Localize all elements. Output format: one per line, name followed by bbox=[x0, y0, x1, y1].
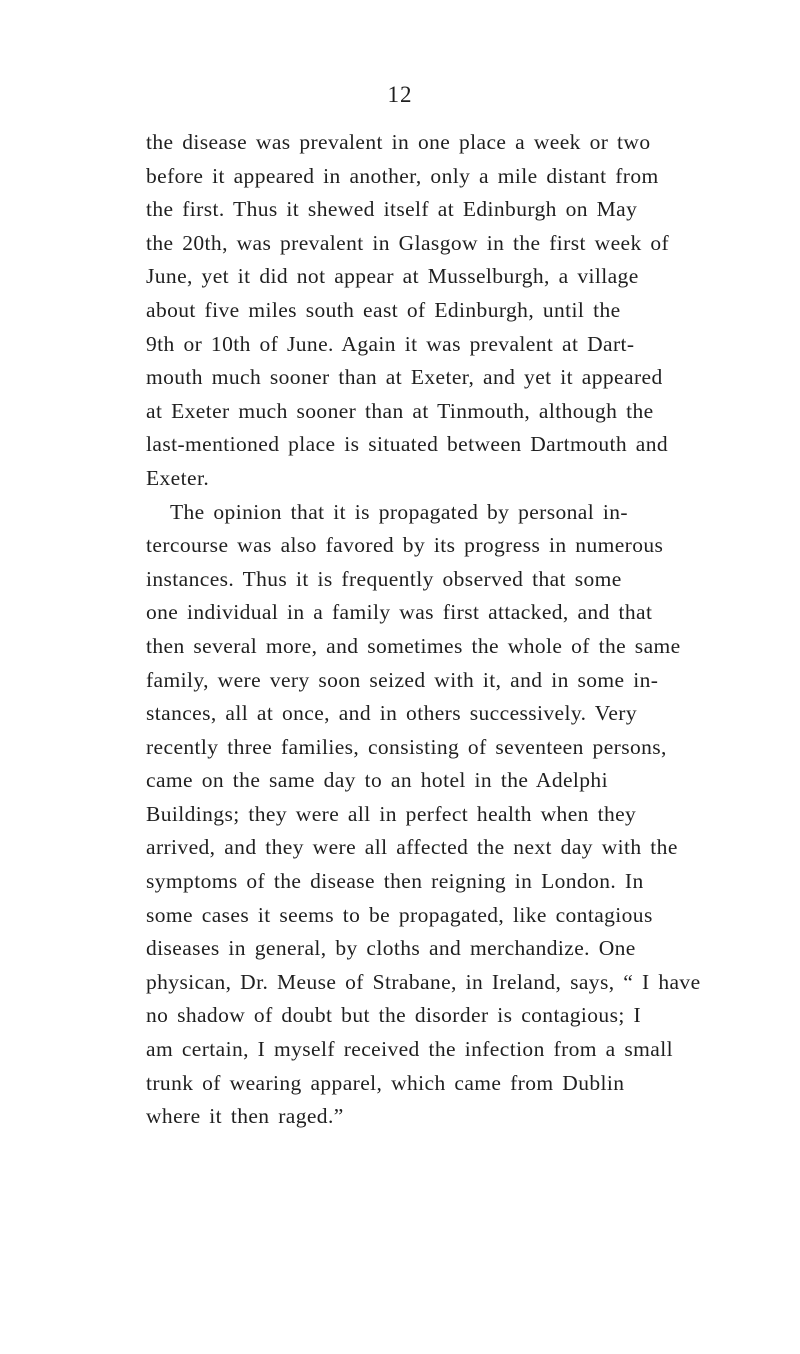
text-line: arrived, and they were all affected the next day with the bbox=[146, 835, 678, 860]
text-line: 9th or 10th of June. Again it was prevalent at Dart- bbox=[146, 331, 635, 356]
text-line: symptoms of the disease then reigning in London. In bbox=[146, 869, 644, 894]
text-line: recently three families, consisting of seventeen persons, bbox=[146, 734, 667, 759]
text-line: last-mentioned place is situated between Dartmouth and bbox=[146, 432, 669, 457]
text-line: stances, all at once, and in others successively. Very bbox=[146, 701, 637, 726]
page-number: 12 bbox=[387, 82, 413, 107]
text-line: at Exeter much sooner than at Tinmouth, although the bbox=[146, 398, 654, 423]
text-line: the 20th, was prevalent in Glasgow in the first week of bbox=[146, 230, 670, 255]
text-line: June, yet it did not appear at Musselburgh, a village bbox=[146, 264, 639, 289]
text-line: where it then raged.” bbox=[146, 1104, 344, 1129]
text-line: mouth much sooner than at Exeter, and yet it appeared bbox=[146, 365, 663, 390]
text-line: then several more, and sometimes the whole of the same bbox=[146, 633, 681, 658]
text-line: trunk of wearing apparel, which came from Dublin bbox=[146, 1070, 625, 1095]
text-line: diseases in general, by cloths and merchandize. One bbox=[146, 936, 636, 961]
text-line: family, were very soon seized with it, and in some in- bbox=[146, 667, 659, 692]
text-line: some cases it seems to be propagated, like contagious bbox=[146, 902, 653, 927]
text-line: one individual in a family was first attacked, and that bbox=[146, 600, 653, 625]
text-line: the disease was prevalent in one place a week or two bbox=[146, 130, 651, 154]
text-line: no shadow of doubt but the disorder is contagious; I bbox=[146, 1003, 642, 1028]
text-line: physican, Dr. Meuse of Strabane, in Ireland, says, “ I have bbox=[146, 969, 701, 994]
text-line: Exeter. bbox=[146, 465, 210, 490]
paragraph-start-line: The opinion that it is propagated by personal in- bbox=[170, 499, 628, 524]
text-line: am certain, I myself received the infection from a small bbox=[146, 1037, 673, 1062]
text-line: Buildings; they were all in perfect health when they bbox=[146, 801, 637, 826]
body-text bbox=[146, 126, 786, 1134]
text-line: before it appeared in another, only a mile distant from bbox=[146, 163, 659, 188]
text-line: about five miles south east of Edinburgh, until the bbox=[146, 297, 621, 322]
text-line: the first. Thus it shewed itself at Edinburgh on May bbox=[146, 197, 638, 222]
text-line: tercourse was also favored by its progress in numerous bbox=[146, 533, 664, 558]
text-line: came on the same day to an hotel in the Adelphi bbox=[146, 768, 608, 793]
text-line: instances. Thus it is frequently observed that some bbox=[146, 566, 622, 591]
